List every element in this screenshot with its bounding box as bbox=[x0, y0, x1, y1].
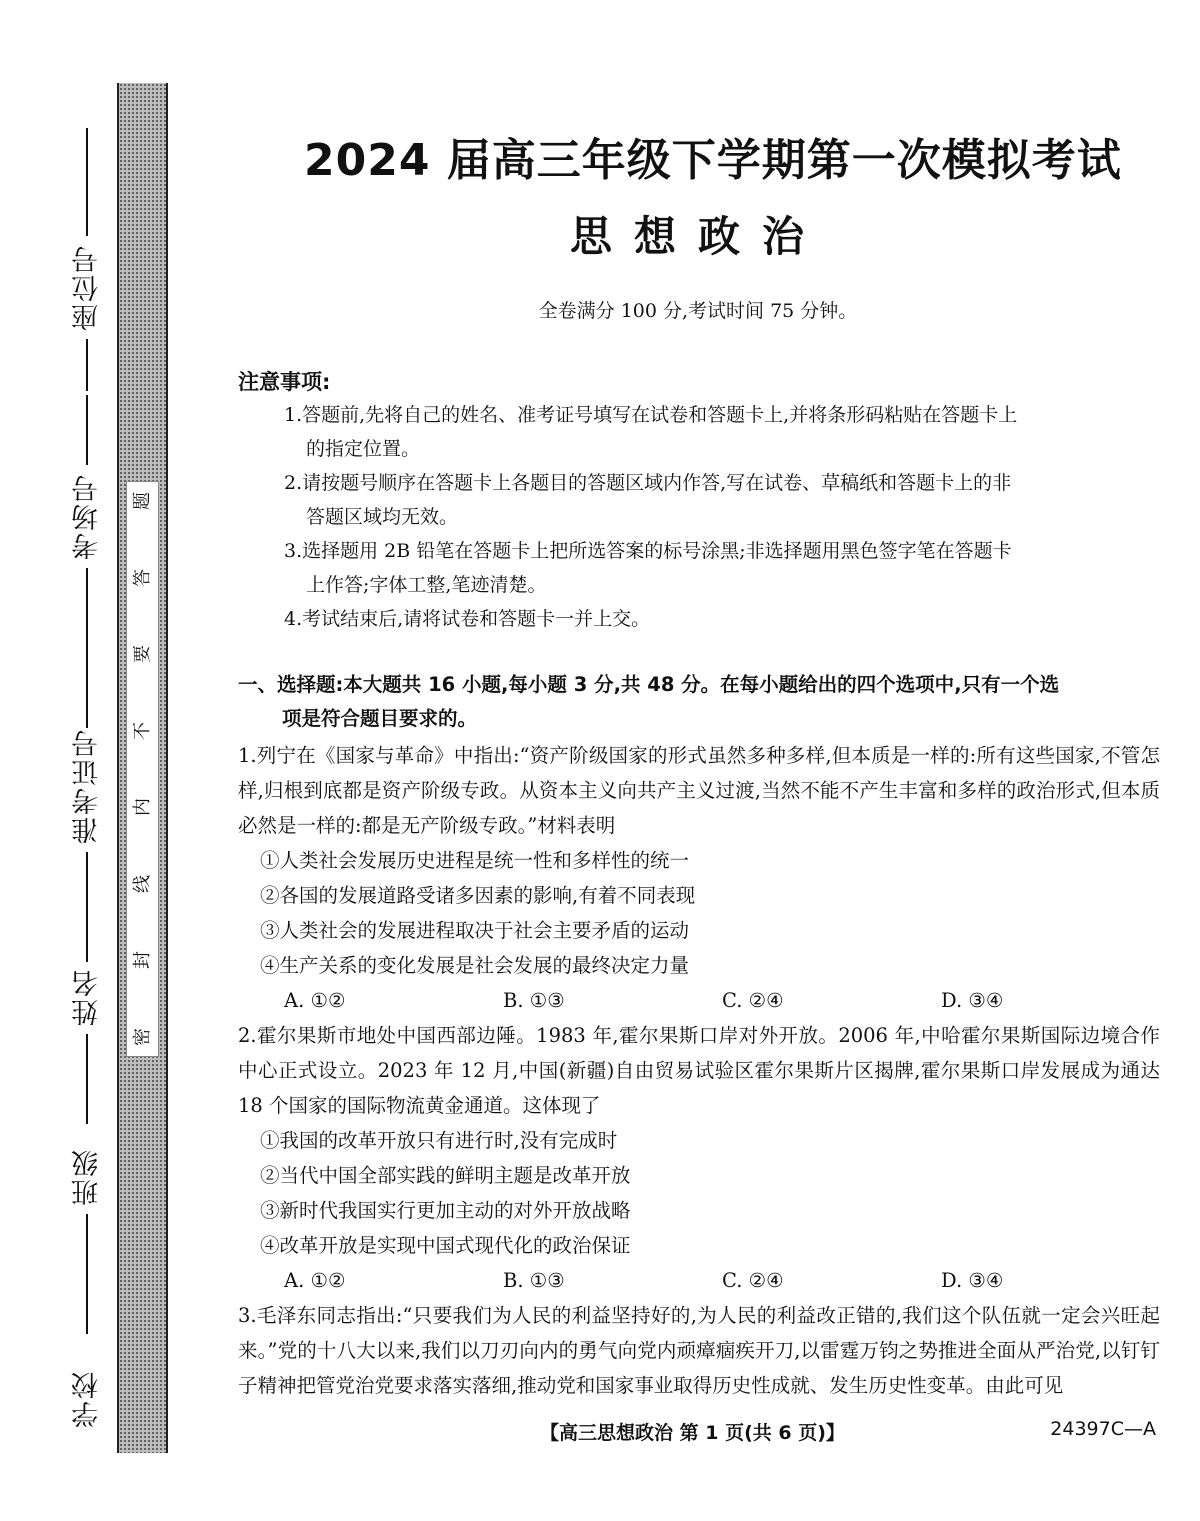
section-heading-line1: 一、选择题:本大题共 16 小题,每小题 3 分,共 48 分。在每小题给出的四个选项中,只有一个选 bbox=[238, 673, 1060, 696]
exam-title: 2024 届高三年级下学期第一次模拟考试 bbox=[304, 135, 1122, 186]
question-2 bbox=[238, 1018, 1160, 1298]
class-field[interactable] bbox=[62, 1140, 112, 1334]
name-field[interactable] bbox=[62, 960, 112, 1124]
seal-char: 线 bbox=[131, 874, 153, 893]
seal-char: 答 bbox=[131, 568, 153, 587]
notice-item bbox=[284, 466, 1160, 534]
choice-b[interactable]: B. ①③ bbox=[503, 989, 565, 1012]
section-heading bbox=[238, 668, 1158, 736]
answer-choices bbox=[238, 1263, 1160, 1298]
seal-char: 要 bbox=[131, 645, 153, 664]
notice-text: 3.选择题用 2B 铅笔在答题卡上把所选答案的标号涂黑;非选择题用黑色签字笔在答题卡 bbox=[284, 540, 1012, 562]
question-stem: 1.列宁在《国家与革命》中指出:“资产阶级国家的形式虽然多种多样,但本质是一样的:所有这些国家,不管怎样,归根到底都是资产阶级专政。从资本主义向共产主义过渡,当然不能不产生丰富和多样的政治形式,但本质必然是一样的:都是无产阶级专政。”材料表明 bbox=[238, 744, 1160, 837]
section-heading-line2: 项是符合题目要求的。 bbox=[282, 707, 478, 730]
choice-a[interactable]: A. ①② bbox=[284, 1269, 346, 1292]
exam-room-label: 考场号 bbox=[71, 473, 103, 560]
notice-text-cont: 答题区域均无效。 bbox=[306, 506, 459, 528]
choice-d[interactable]: D. ③④ bbox=[941, 989, 1004, 1012]
exam-room-line[interactable] bbox=[86, 395, 87, 465]
statement: ①我国的改革开放只有进行时,没有完成时 bbox=[260, 1129, 618, 1152]
statement-list bbox=[238, 1123, 1160, 1263]
statement: ④生产关系的变化发展是社会发展的最终决定力量 bbox=[260, 954, 690, 977]
seal-strip bbox=[117, 83, 168, 1453]
class-label: 班级 bbox=[71, 1148, 103, 1206]
choice-d[interactable]: D. ③④ bbox=[941, 1269, 1004, 1292]
exam-room-field[interactable] bbox=[62, 395, 112, 728]
notice-text: 2.请按题号顺序在答题卡上各题目的答题区域内作答,写在试卷、草稿纸和答题卡上的非 bbox=[284, 472, 1012, 494]
seal-char: 密 bbox=[131, 1027, 153, 1046]
statement: ②各国的发展道路受诸多因素的影响,有着不同表现 bbox=[260, 884, 696, 907]
notice-heading: 注意事项: bbox=[238, 370, 331, 394]
choice-b[interactable]: B. ①③ bbox=[503, 1269, 565, 1292]
seat-number-label: 座位号 bbox=[71, 244, 103, 331]
admission-number-field[interactable] bbox=[62, 720, 112, 962]
notice-text-cont: 的指定位置。 bbox=[306, 438, 421, 460]
answer-choices bbox=[238, 983, 1160, 1018]
choice-c[interactable]: C. ②④ bbox=[722, 989, 784, 1012]
question-stem: 2.霍尔果斯市地处中国西部边陲。1983 年,霍尔果斯口岸对外开放。2006 年,中哈霍尔果斯国际边境合作中心正式设立。2023 年 12 月,中国(新疆)自由贸易试验区霍尔果斯片区揭牌,霍尔果斯口岸发展成为通达 18 个国家的国际物流黄金通道。这体现了 bbox=[238, 1024, 1160, 1117]
paper-code: 24397C—A bbox=[1050, 1418, 1156, 1440]
choice-c[interactable]: C. ②④ bbox=[722, 1269, 784, 1292]
notice-item bbox=[284, 534, 1160, 602]
seat-number-field[interactable] bbox=[62, 128, 112, 391]
name-line-2 bbox=[86, 1034, 87, 1124]
statement: ①人类社会发展历史进程是统一性和多样性的统一 bbox=[260, 849, 690, 872]
statement: ④改革开放是实现中国式现代化的政治保证 bbox=[260, 1234, 631, 1257]
notice-list bbox=[284, 398, 1160, 636]
statement-list bbox=[238, 843, 1160, 983]
seal-char: 内 bbox=[131, 798, 153, 817]
name-label: 姓名 bbox=[71, 968, 103, 1026]
binding-margin bbox=[0, 0, 118, 1521]
admission-number-label: 准考证号 bbox=[71, 728, 103, 844]
class-line-2 bbox=[86, 1214, 87, 1334]
notice-item bbox=[284, 398, 1160, 466]
statement: ③新时代我国实行更加主动的对外开放战略 bbox=[260, 1199, 631, 1222]
question-list bbox=[238, 738, 1160, 1403]
admission-number-line-2 bbox=[86, 852, 87, 962]
statement: ③人类社会的发展进程取决于社会主要矛盾的运动 bbox=[260, 919, 690, 942]
school-label: 学校 bbox=[71, 1370, 103, 1428]
seal-char: 封 bbox=[131, 951, 153, 970]
notice-text: 4.考试结束后,请将试卷和答题卡一并上交。 bbox=[284, 608, 651, 630]
question-1 bbox=[238, 738, 1160, 1018]
seal-char: 题 bbox=[131, 492, 153, 510]
question-stem: 3.毛泽东同志指出:“只要我们为人民的利益坚持好的,为人民的利益改正错的,我们这个队伍就一定会兴旺起来。”党的十八大以来,我们以刀刃向内的勇气向党内顽瘴痼疾开刀,以雷霆万钧之势推进全面从严治党,以钉钉子精神把管党治党要求落实落细,推动党和国家事业取得历史性成就、发生历史性变革。由此可见 bbox=[238, 1304, 1160, 1397]
page-footer: 【高三思想政治 第 1 页(共 6 页)】 bbox=[540, 1422, 845, 1444]
subject-title: 思想政治 bbox=[569, 212, 826, 261]
question-3 bbox=[238, 1298, 1160, 1403]
notice-text-cont: 上作答;字体工整,笔迹清楚。 bbox=[306, 574, 547, 596]
seat-number-line[interactable] bbox=[86, 128, 87, 236]
seat-number-line-2 bbox=[86, 339, 87, 391]
notice-item bbox=[284, 602, 1160, 636]
seal-char: 不 bbox=[131, 721, 153, 740]
notice-text: 1.答题前,先将自己的姓名、准考证号填写在试卷和答题卡上,并将条形码粘贴在答题卡上 bbox=[284, 404, 1018, 426]
statement: ②当代中国全部实践的鲜明主题是改革开放 bbox=[260, 1164, 631, 1187]
seal-notice bbox=[126, 481, 159, 1057]
exam-info: 全卷满分 100 分,考试时间 75 分钟。 bbox=[538, 300, 858, 322]
choice-a[interactable]: A. ①② bbox=[284, 989, 346, 1012]
school-field[interactable] bbox=[62, 1362, 112, 1436]
exam-room-line-2 bbox=[86, 568, 87, 728]
